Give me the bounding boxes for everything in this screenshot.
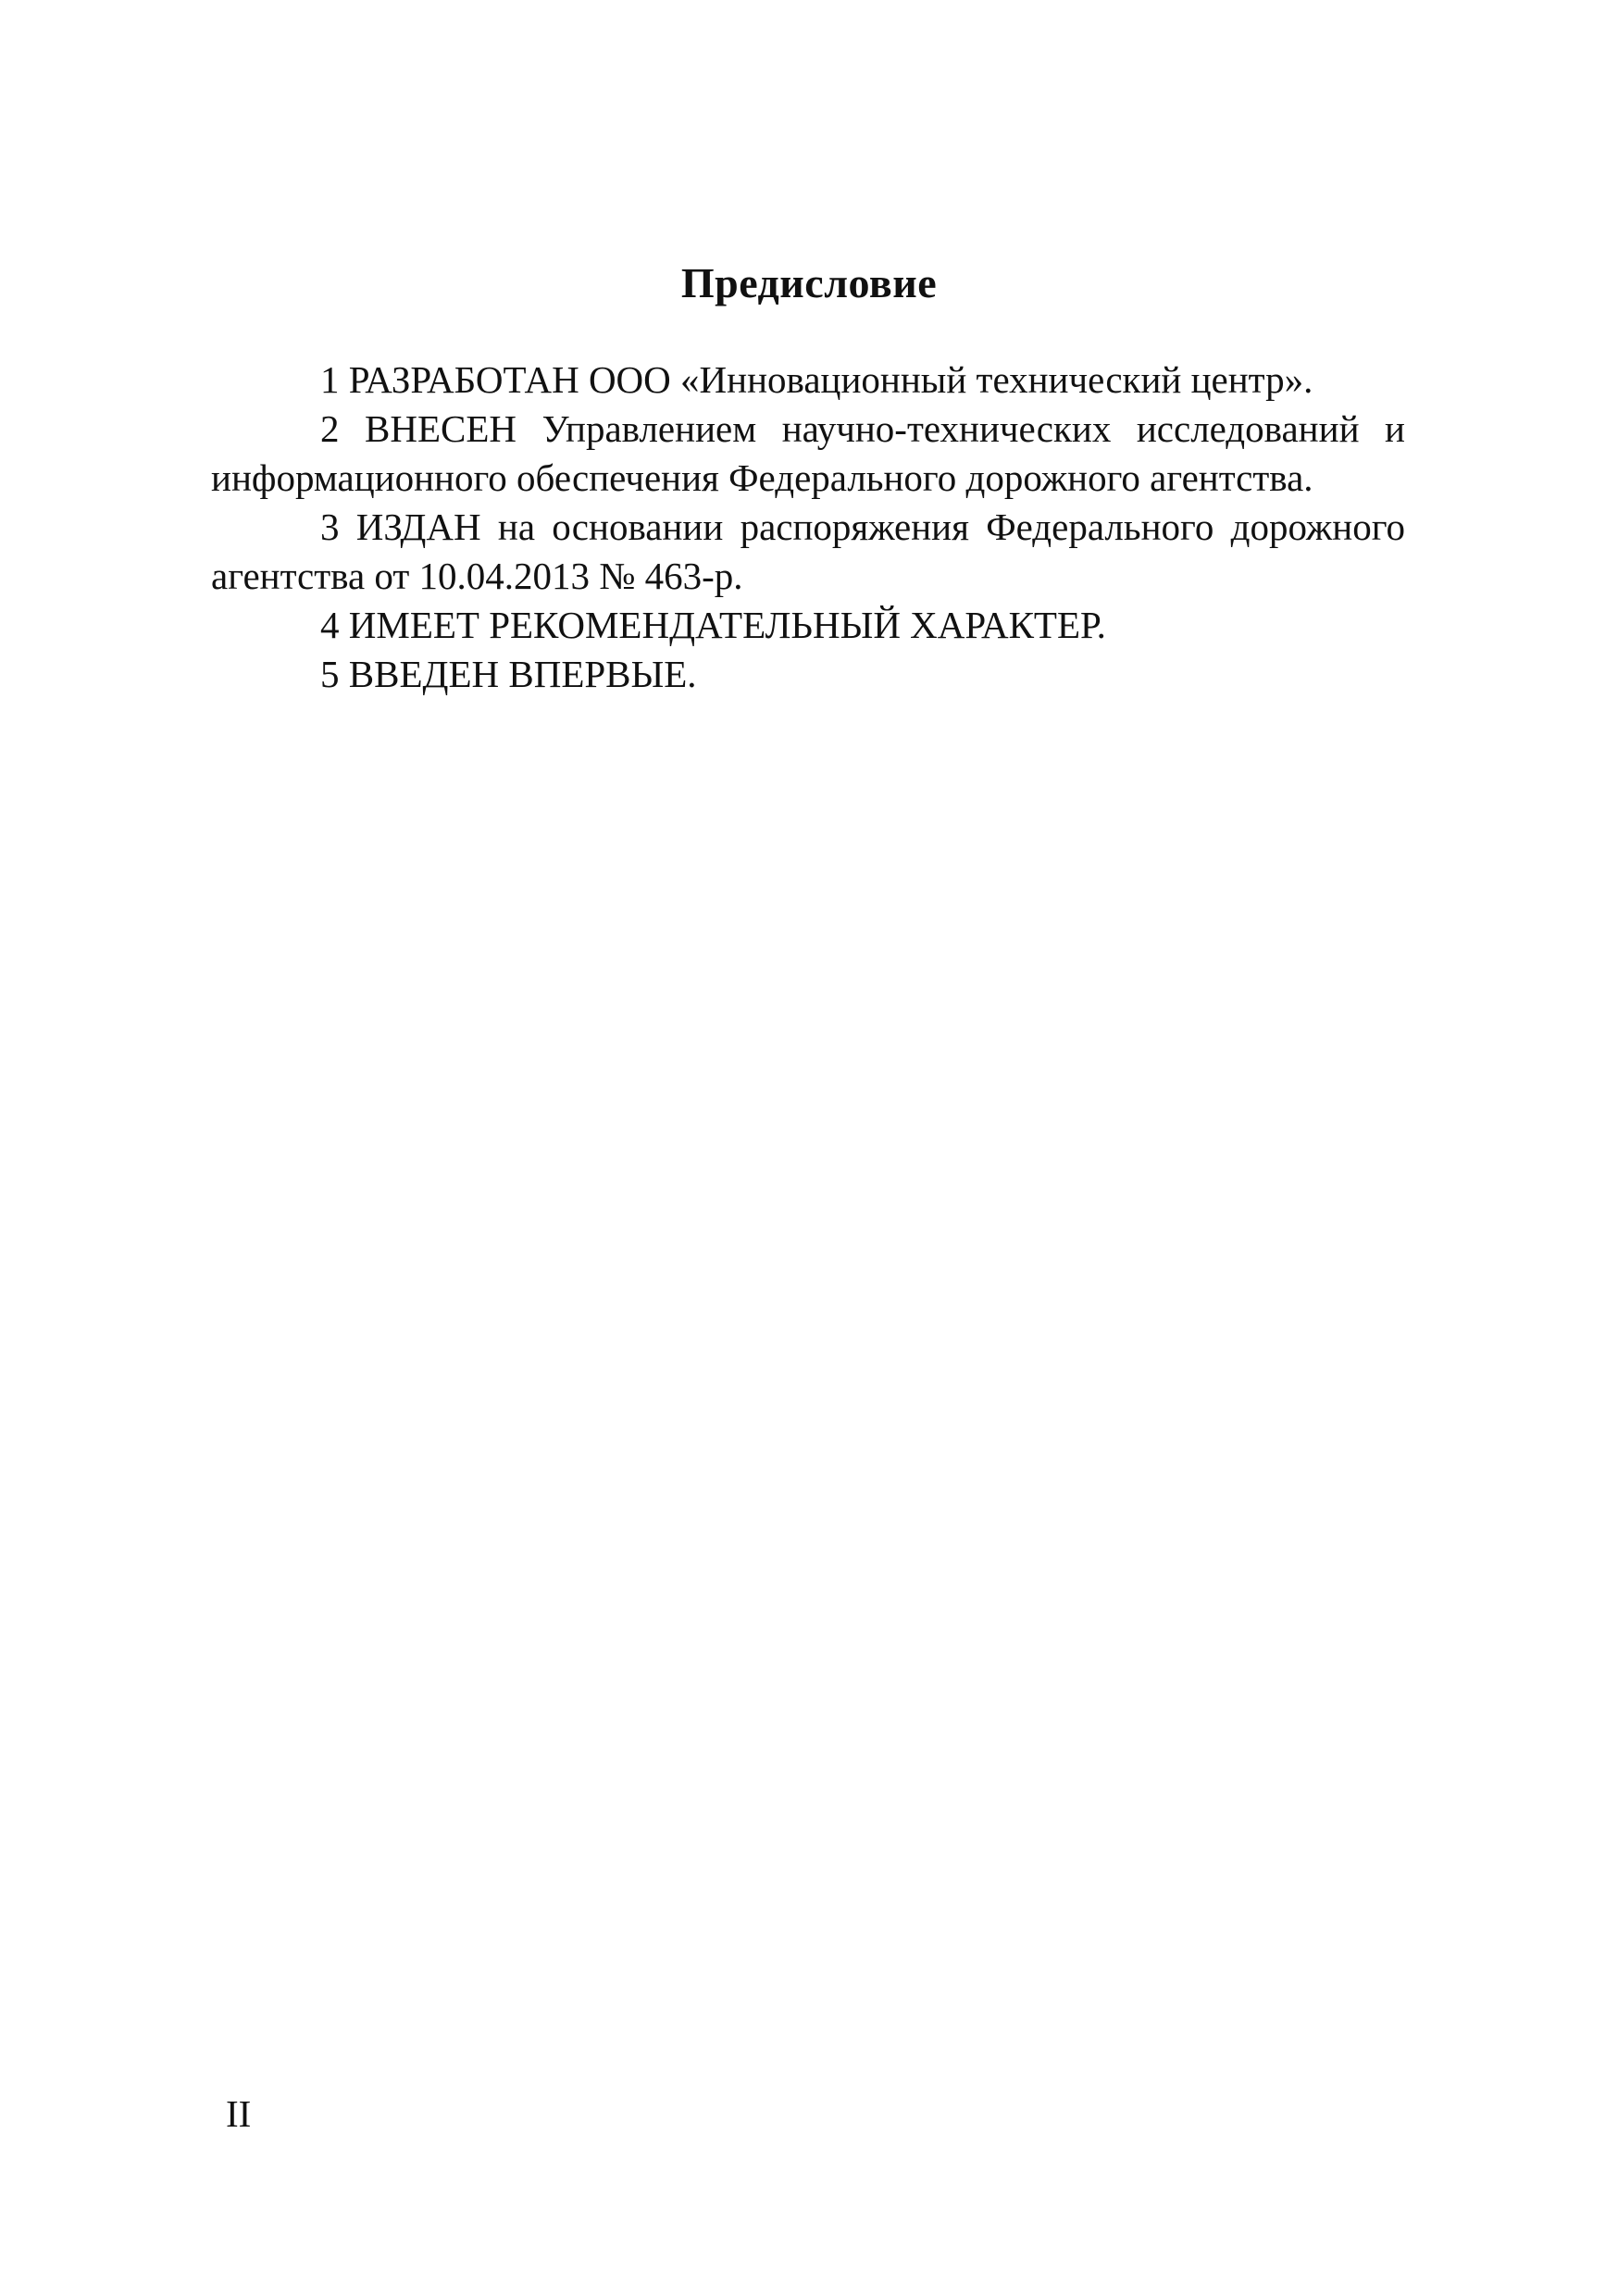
page-title: Предисловие xyxy=(680,259,938,306)
page-number: II xyxy=(226,2092,252,2135)
paragraph-introduced-by: 2 ВНЕСЕН Управлением научно-технических исследований и информационного обеспечения Федерального дорожного агентства. xyxy=(211,407,1405,499)
preface-body xyxy=(211,356,1405,699)
paragraph-first-introduced: 5 ВВЕДЕН ВПЕРВЫЕ. xyxy=(320,653,697,695)
paragraph-issued-by: 3 ИЗДАН на основании распоряжения Федерального дорожного агентства от 10.04.2013 № 463-р. xyxy=(211,505,1405,597)
paragraph-recommendation-status: 4 ИМЕЕТ РЕКОМЕНДАТЕЛЬНЫЙ ХАРАКТЕР. xyxy=(320,604,1106,646)
paragraph-developed-by: 1 РАЗРАБОТАН ООО «Инновационный технический центр». xyxy=(320,358,1313,401)
